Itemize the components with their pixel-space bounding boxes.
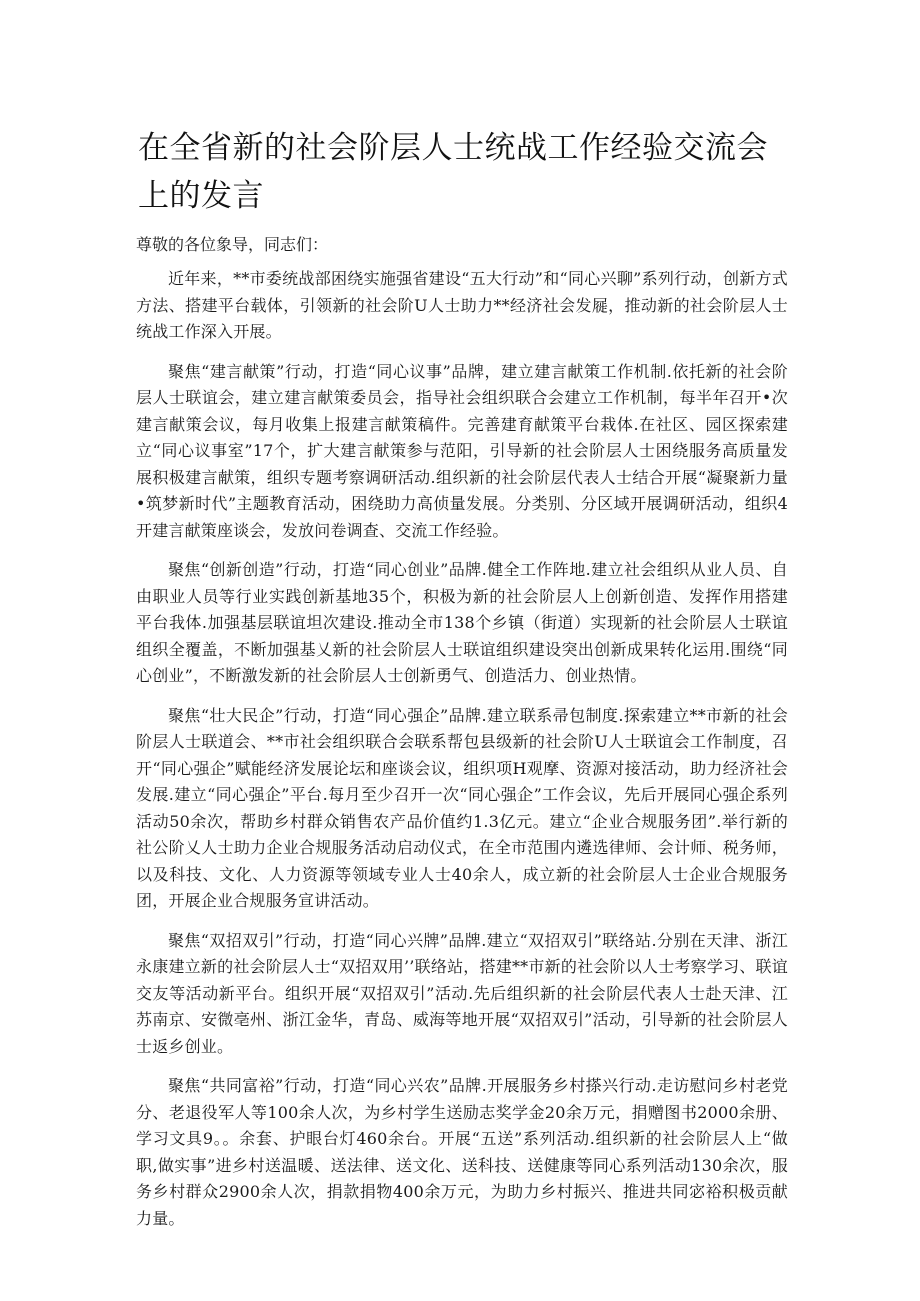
paragraph-intro: 近年来，**市委统战部困绕实施强省建设“五大行动”和“同心兴聊”系列行动，创新方式方法、搭建平台载体，引领新的社会阶U人士助力**经济社会发屣，推动新的社会阶层人士统战工作深入开展。 <box>136 269 788 341</box>
paragraph-innovation: 聚焦“创新创造”行动，打造“同心创业”品牌.健全工作阵地.建立社会组织从业人员、自由职业人员等行业实践创新基地35个，积极为新的社会阶层人上创新创造、发挥作用搭建平台我体.加强基层联谊坦次建设.推动全市138个乡镇（街道）实现新的社会阶层人士联谊组织全覆盖，不断加强基乂新的社会阶层人士联谊组织建设突出创新成果转化运用.围绕“同心创业”，不断激发新的社会阶层人士创新勇气、创造活力、创业热情。 <box>136 560 788 685</box>
paragraph-common-prosperity: 聚焦“共同富裕”行动，打造“同心兴农”品牌.开展服务乡村搽兴行动.走访慰问乡村老党分、老退役军人等100余人次，为乡村学生送励志奖学金20余万元，捐赠图书2000余册、学习文具9。。余套、护眼台灯460余台。开展“五送”系列活动.组织新的社会阶层人上“做职,做实事”进乡村送温暖、送法律、送文化、送科技、送健康等同心系列活动130余次，服务乡村群众2900余人次，捐款捐物400余万元，为助力乡村振兴、推进共同宓裕积极贡献力量。 <box>136 1076 788 1228</box>
document-body <box>136 266 788 1245</box>
salutation: 尊敬的各位象导，同志们： <box>136 235 329 254</box>
paragraph-investment: 聚焦“双招双引”行动，打造“同心兴牌”品牌.建立“双招双引”联络站.分别在天津、浙江永康建立新的社会阶层人士“双招双用’’联络站，搭建**市新的社会阶以人士考察学习、联谊交友等活动新平台。组织开展“双招双引”活动.先后组织新的社会阶层代表人士赴天津、江苏南京、安微亳州、浙江金华，青岛、威海等地开展“双招双引”活动，引导新的社会阶层人士返乡创业。 <box>136 930 788 1056</box>
document-title: 在全省新的社会阶层人士统战工作经验交流会上的发言 <box>138 130 768 214</box>
paragraph-suggestions: 聚焦“建言献策”行动，打造“同心议事”品牌，建立建言献策工作机制.依托新的社会阶层人士联谊会，建立建言献策委员会，指导社会组织联合会建立工作机制，每半年召开•次建言献策会议，每月收集上报建言献策稿件。完善建育献策平台栽体.在社区、园区探索建立“同心议事室”17个，扩大建言献策参与范阳，引导新的社会阶层人士困绕服务高质量发展积极建言献策，组织专题考察调研活动.组织新的社会阶层代表人士结合开展“凝聚新力量•筑梦新时代”主题教育活动，困绕助力高侦量发展。分类别、分区域开展调研活动，组织4开建言献策座谈会，发放问卷调查、交流工作经验。 <box>136 361 788 540</box>
paragraph-private-enterprise: 聚焦“壮大民企”行动，打造“同心强企”品牌.建立联系帚包制度.探索建立**市新的社会阶层人士联道会、**市社会组织联合会联系帮包县级新的社会阶U人士联谊会工作制度，召开“同心强企”赋能经济发展论坛和座谈会议，组织项H观摩、资源对接活动，助力经济社会发展.建立“同心强企”平台.每月至少召开一次“同心强企”工作会议，先后开展同心强企系列活动50余次，帮助乡村群众销售农产品价值约1.3亿元。建立“企业合规服务团”.举行新的社公阶乂人士助力企业合规服务活动启动仪式，在全市范围内遴选律师、会计师、税务师，以及科技、文化、人力资源等领域专业人士40余人，成立新的社会阶层人士企业合规服务团，开展企业合规服务宣讲活动。 <box>136 705 788 910</box>
